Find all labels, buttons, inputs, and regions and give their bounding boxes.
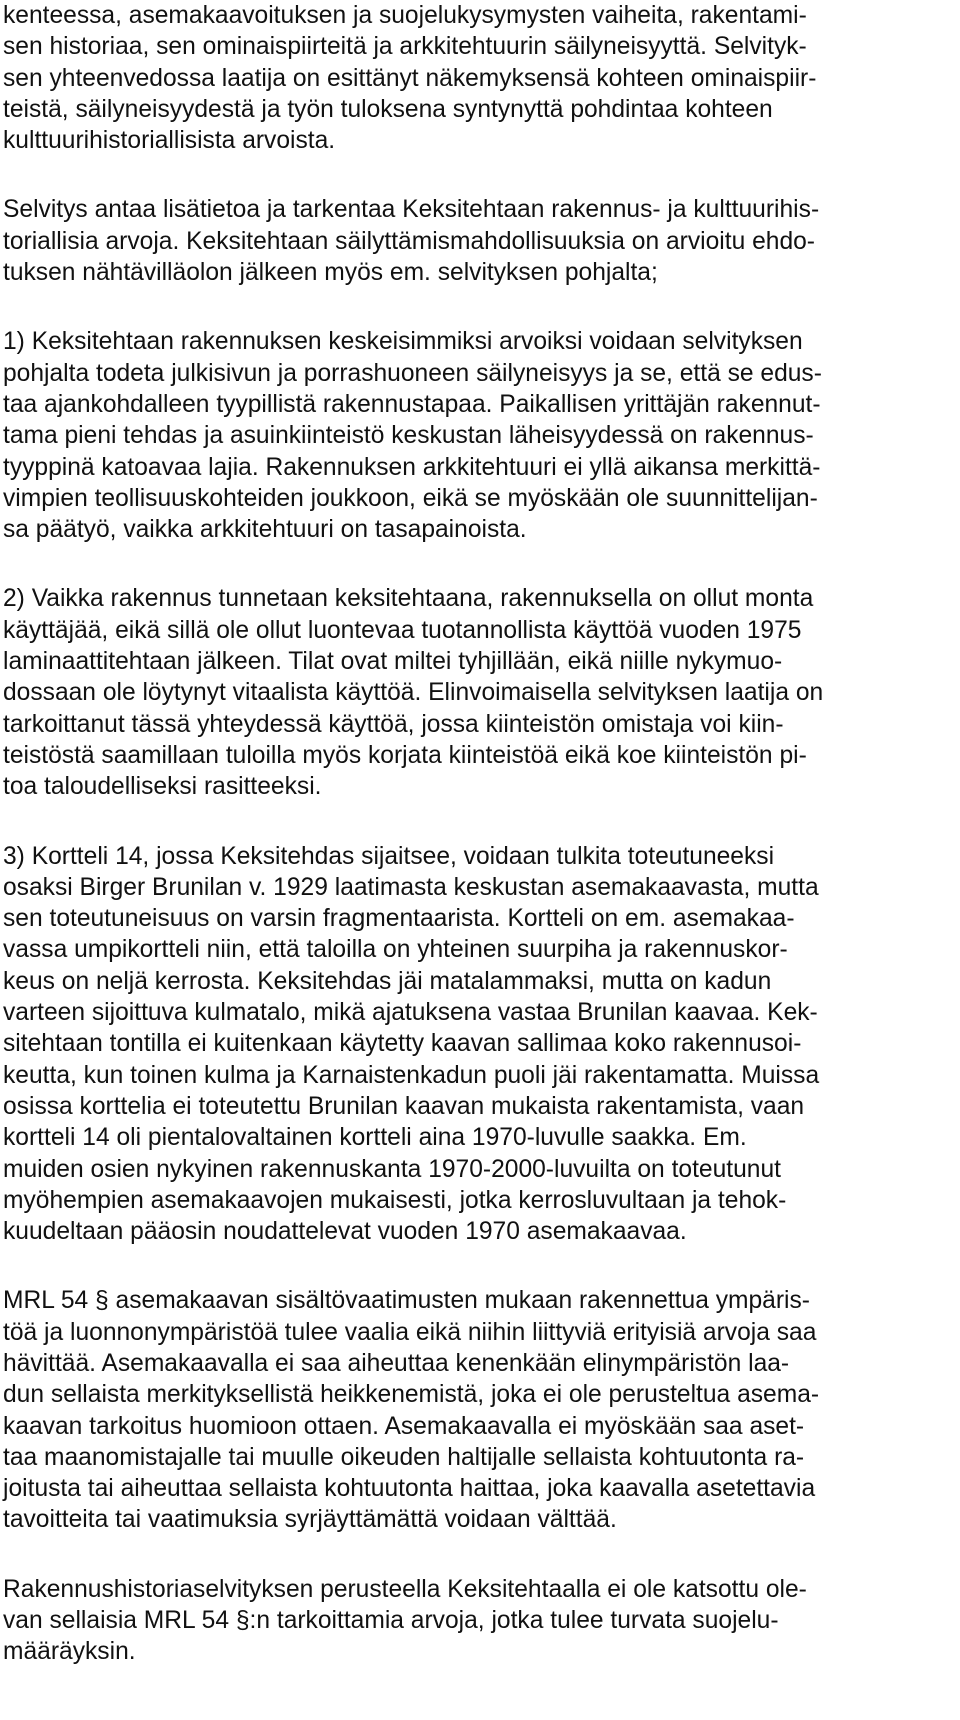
text-line: 1) Keksitehtaan rakennuksen keskeisimmiksi arvoiksi voidaan selvityksen — [3, 328, 803, 356]
text-line: van sellaisia MRL 54 §:n tarkoittamia arvoja, jotka tulee turvata suojelu- — [3, 1607, 779, 1635]
text-line: Selvitys antaa lisätietoa ja tarkentaa Keksitehtaan rakennus- ja kulttuurihis- — [3, 196, 820, 224]
text-line: kenteessa, asemakaavoituksen ja suojelukysymysten vaiheita, rakentami- — [3, 2, 807, 29]
text-line: joitusta tai aiheuttaa sellaista kohtuutonta haittaa, joka kaavalla asetettavia — [3, 1475, 816, 1503]
text-line: tavoitteita tai vaatimuksia syrjäyttämättä voidaan välttää. — [3, 1506, 617, 1534]
text-line: varteen sijoittuva kulmatalo, mikä ajatuksena vastaa Brunilan kaavaa. Kek- — [3, 999, 818, 1027]
text-line: sen toteutuneisuus on varsin fragmentaarista. Kortteli on em. asemakaa- — [3, 905, 795, 933]
text-line: myöhempien asemakaavojen mukaisesti, jotka kerrosluvultaan ja tehok- — [3, 1186, 787, 1214]
text-line: tama pieni tehdas ja asuinkiinteistö keskustan läheisyydessä on rakennus- — [3, 422, 814, 450]
text-line: muiden osien nykyinen rakennuskanta 1970-2000-luvuilta on toteutunut — [3, 1155, 781, 1183]
text-line: sen historiaa, sen ominaispiirteitä ja arkkitehtuurin säilyneisyyttä. Selvityk- — [3, 33, 807, 61]
text-line: Rakennushistoriaselvityksen perusteella Keksitehtaalla ei ole katsottu ole- — [3, 1575, 807, 1603]
text-line: vassa umpikortteli niin, että taloilla on yhteinen suurpiha ja rakennuskor- — [3, 936, 788, 964]
paragraph-selvitys — [3, 194, 955, 288]
paragraph-point-2 — [3, 583, 955, 802]
text-line: taa ajankohdalleen tyypillistä rakennustapaa. Paikallisen yrittäjän rakennut- — [3, 390, 821, 418]
text-line: pohjalta todeta julkisivun ja porrashuoneen säilyneisyys ja se, että se edus- — [3, 359, 822, 387]
text-line: tyyppinä katoavaa lajia. Rakennuksen arkkitehtuuri ei yllä aikansa merkittä- — [3, 453, 821, 481]
text-line: teistöstä saamillaan tuloilla myös korjata kiinteistöä eikä koe kiinteistön pi- — [3, 741, 807, 769]
text-line: teistä, säilyneisyydestä ja työn tuloksena syntynyttä pohdintaa kohteen — [3, 95, 773, 123]
text-line: osissa korttelia ei toteutettu Brunilan kaavan mukaista rakentamista, vaan — [3, 1092, 805, 1120]
text-line: MRL 54 § asemakaavan sisältövaatimusten mukaan rakennettua ympäris- — [3, 1287, 810, 1315]
text-line: dossaan ole löytynyt vitaalista käyttöä. Elinvoimaisella selvityksen laatija on — [3, 679, 824, 707]
text-line: määräyksin. — [3, 1638, 136, 1666]
text-line: kaavan tarkoitus huomioon ottaen. Asemakaavalla ei myöskään saa aset- — [3, 1412, 805, 1440]
document-page — [3, 0, 955, 1706]
text-line: osaksi Birger Brunilan v. 1929 laatimasta keskustan asemakaavasta, mutta — [3, 873, 819, 901]
text-line: sitehtaan tontilla ei kuitenkaan käytetty kaavan sallimaa koko rakennusoi- — [3, 1030, 802, 1058]
text-line: 3) Kortteli 14, jossa Keksitehdas sijaitsee, voidaan tulkita toteutuneeksi — [3, 842, 775, 870]
text-line: sen yhteenvedossa laatija on esittänyt näkemyksensä kohteen ominaispiir- — [3, 64, 817, 92]
text-line: kuudeltaan pääosin noudattelevat vuoden 1970 asemakaavaa. — [3, 1218, 687, 1246]
text-line: kortteli 14 oli pientalovaltainen kortteli aina 1970-luvulle saakka. Em. — [3, 1124, 747, 1152]
text-line: tarkoittanut tässä yhteydessä käyttöä, jossa kiinteistön omistaja voi kiin- — [3, 710, 784, 738]
text-line: toa taloudelliseksi rasitteeksi. — [3, 773, 322, 801]
text-line: kulttuurihistoriallisista arvoista. — [3, 127, 336, 155]
text-line: käyttäjää, eikä sillä ole ollut luontevaa tuotannollista käyttöä vuoden 1975 — [3, 616, 802, 644]
text-line: dun sellaista merkityksellistä heikkenemistä, joka ei ole perusteltua asema- — [3, 1381, 820, 1409]
paragraph-mrl-54 — [3, 1285, 955, 1535]
paragraph-point-1 — [3, 326, 955, 545]
text-line: töä ja luonnonympäristöä tulee vaalia eikä niihin liittyviä erityisiä arvoja saa — [3, 1318, 817, 1346]
paragraph-intro — [3, 0, 955, 156]
text-line: taa maanomistajalle tai muulle oikeuden haltijalle sellaista kohtuutonta ra- — [3, 1443, 805, 1471]
paragraph-conclusion — [3, 1574, 955, 1668]
text-line: sa päätyö, vaikka arkkitehtuuri on tasapainoista. — [3, 516, 527, 544]
text-line: 2) Vaikka rakennus tunnetaan keksitehtaana, rakennuksella on ollut monta — [3, 585, 814, 613]
text-line: keutta, kun toinen kulma ja Karnaistenkadun puoli jäi rakentamatta. Muissa — [3, 1061, 820, 1089]
text-line: tuksen nähtävilläolon jälkeen myös em. selvityksen pohjalta; — [3, 259, 658, 287]
text-line: toriallisia arvoja. Keksitehtaan säilyttämismahdollisuuksia on arvioitu ehdo- — [3, 227, 815, 255]
paragraph-point-3 — [3, 841, 955, 1248]
text-line: laminaattitehtaan jälkeen. Tilat ovat miltei tyhjillään, eikä niille nykymuo- — [3, 648, 783, 676]
text-line: keus on neljä kerrosta. Keksitehdas jäi matalammaksi, mutta on kadun — [3, 967, 772, 995]
text-line: hävittää. Asemakaavalla ei saa aiheuttaa kenenkään elinympäristön laa- — [3, 1349, 790, 1377]
text-line: vimpien teollisuuskohteiden joukkoon, eikä se myöskään ole suunnittelijan- — [3, 484, 818, 512]
